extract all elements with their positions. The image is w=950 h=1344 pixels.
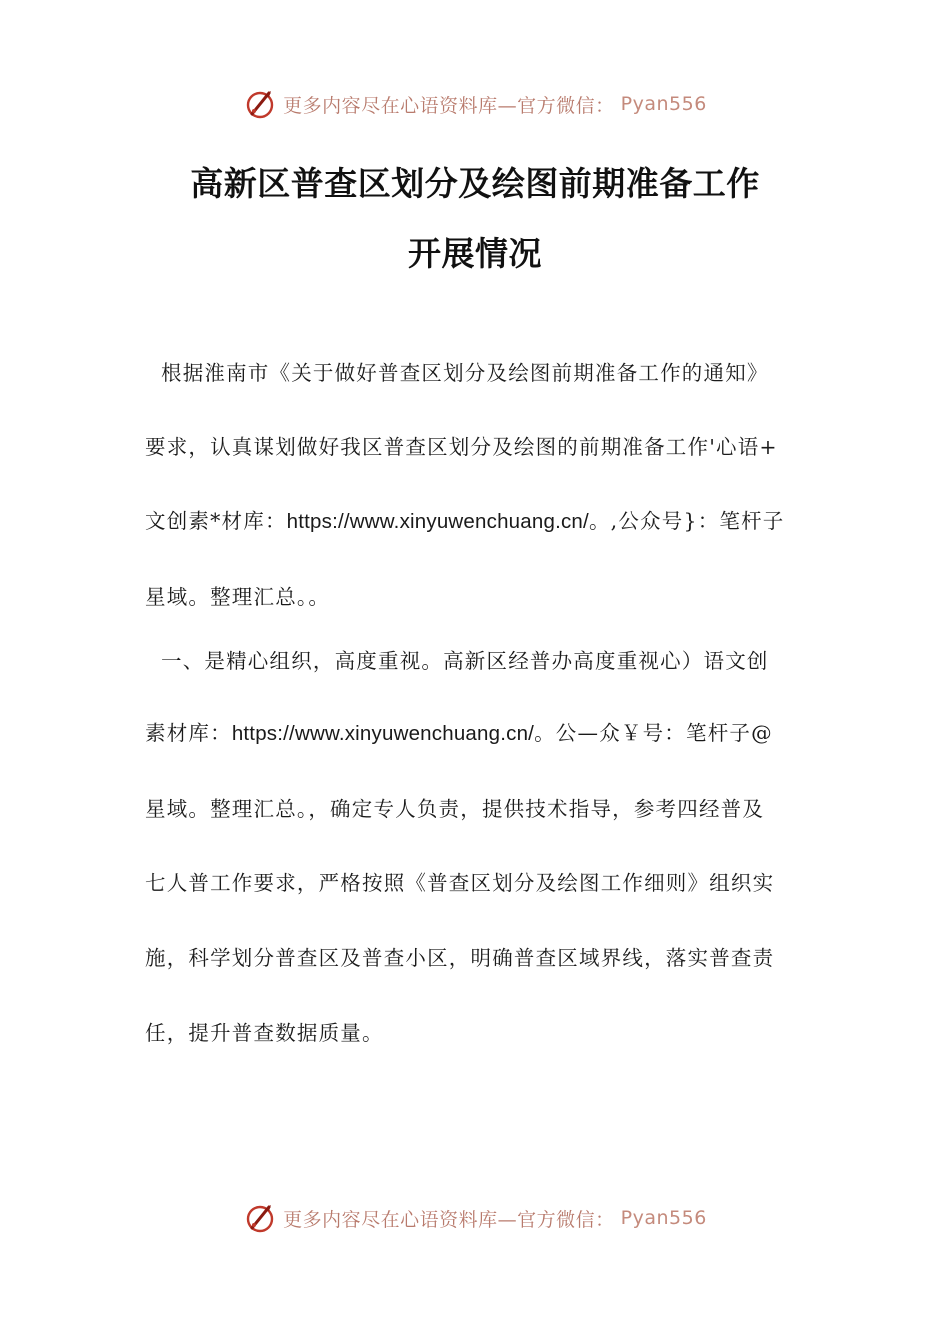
watermark-text: 更多内容尽在心语资料库—官方微信：: [283, 94, 615, 117]
document-title-line-1: 高新区普查区划分及绘图前期准备工作: [190, 164, 760, 203]
url-link[interactable]: https://www.xinyuwenchuang.cn/: [286, 510, 589, 533]
paragraph-2-line-1: 一、是精心组织，高度重视。高新区经普办高度重视心）语文创: [161, 649, 769, 673]
footer-watermark: [0, 1196, 950, 1240]
header-watermark: [0, 82, 950, 126]
paragraph-1-line-2: 要求，认真谋划做好我区普查区划分及绘图的前期准备工作'心语+: [145, 435, 778, 459]
pen-logo-icon: [243, 87, 277, 121]
text-segment: 。公—众￥号：笔杆子@: [534, 721, 773, 745]
url-link[interactable]: https://www.xinyuwenchuang.cn/: [231, 722, 535, 745]
text-segment: 素材库：: [145, 721, 232, 745]
paragraph-2-line-5: 施，科学划分普查区及普查小区，明确普查区域界线，落实普查责: [145, 946, 775, 970]
document-title-line-2: 开展情况: [408, 234, 542, 273]
paragraph-2-line-2: [145, 718, 815, 749]
text-segment: 。,公众号}：笔杆子: [588, 509, 785, 533]
watermark-id: Pyan556: [620, 1207, 707, 1229]
paragraph-1-line-4: 星域。整理汇总。。: [145, 585, 331, 609]
paragraph-2-line-3: 星域。整理汇总。，确定专人负责，提供技术指导，参考四经普及: [145, 797, 765, 821]
paragraph-1-line-1: 根据淮南市《关于做好普查区划分及绘图前期准备工作的通知》: [161, 361, 769, 385]
watermark-id: Pyan556: [620, 93, 707, 115]
watermark-text: 更多内容尽在心语资料库—官方微信：: [283, 1208, 615, 1231]
paragraph-1-line-3: [145, 506, 815, 537]
text-segment: 文创素*材库：: [145, 509, 287, 533]
pen-logo-icon: [243, 1201, 277, 1235]
paragraph-2-line-4: 七人普工作要求，严格按照《普查区划分及绘图工作细则》组织实: [145, 871, 775, 895]
paragraph-2-line-6: 任，提升普查数据质量。: [145, 1021, 384, 1045]
